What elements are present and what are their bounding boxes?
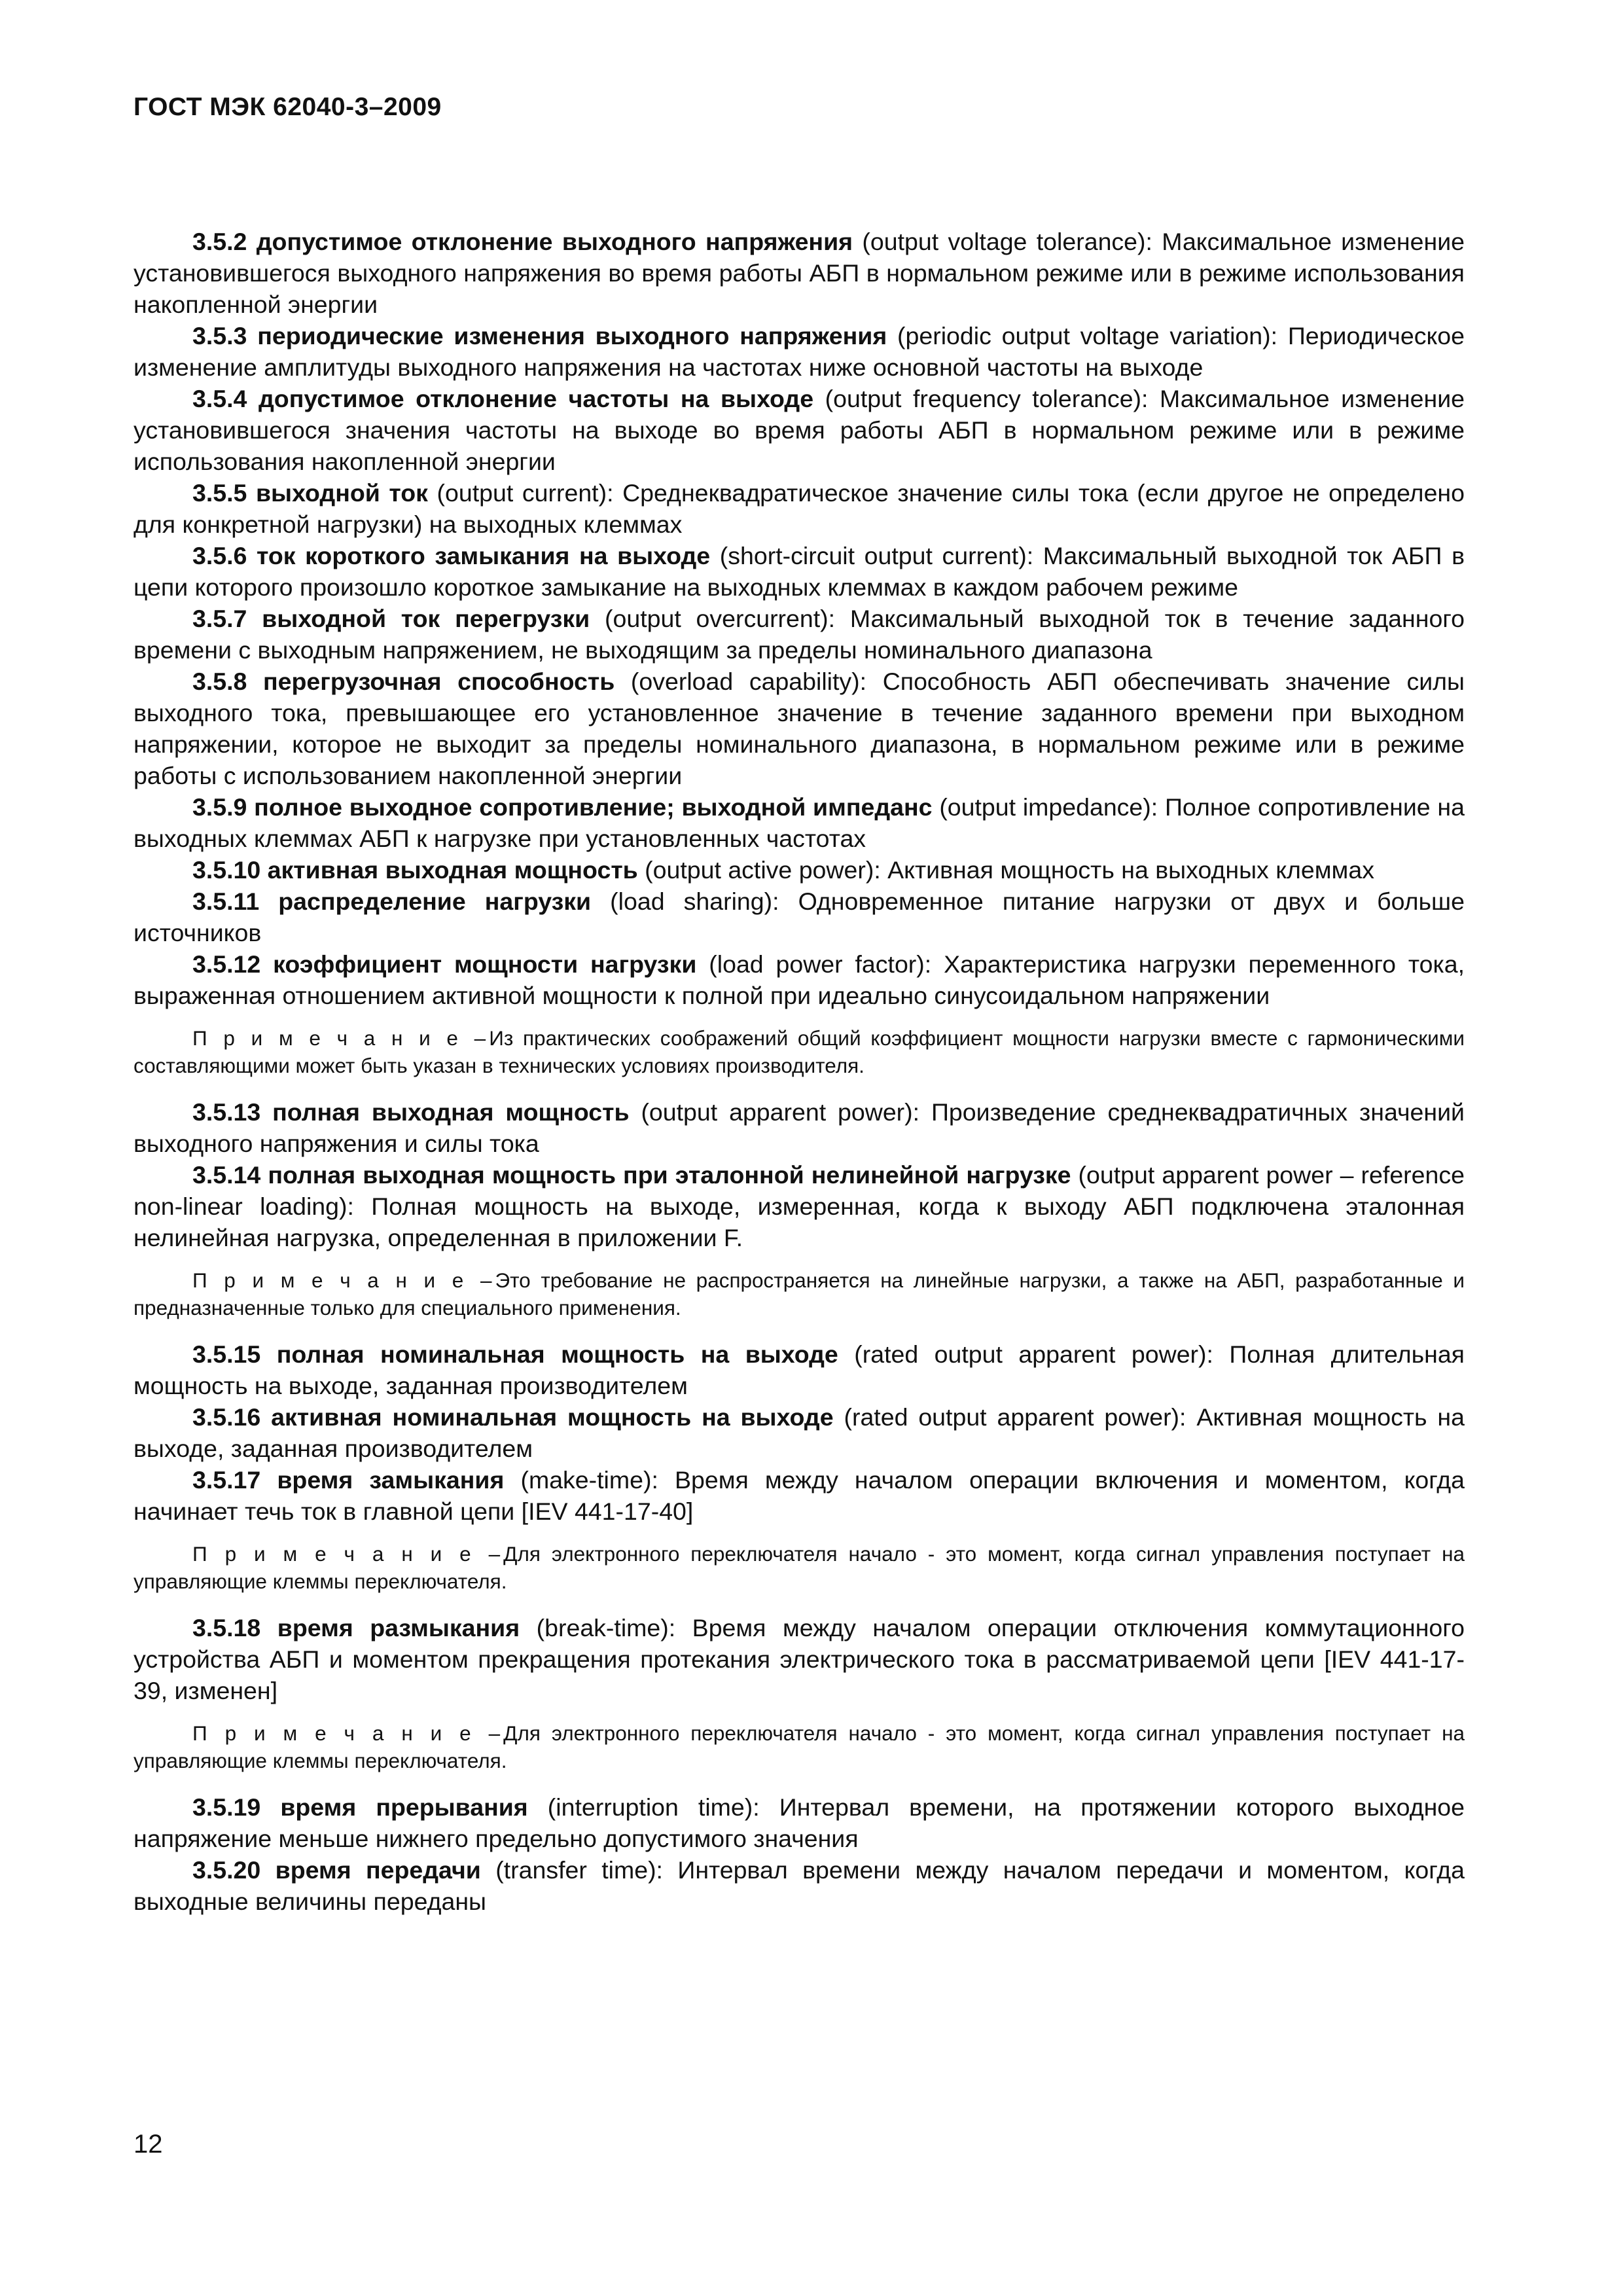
definition-text: (output overcurrent): Максимальный выходной ток в течение заданного времени с выходным напряжением, не выходящим за пределы номинального диапазона xyxy=(134,605,1465,664)
definition-entry xyxy=(134,383,1465,477)
definition-entry xyxy=(134,1096,1465,1159)
definition-term: 3.5.16 активная номинальная мощность на выходе xyxy=(192,1403,834,1431)
definition-entry xyxy=(134,948,1465,1011)
definition-text: (interruption time): Интервал времени, на протяжении которого выходное напряжение меньше нижнего предельно допустимого значения xyxy=(134,1793,1465,1852)
definition-text: (break-time): Время между началом операции отключения коммутационного устройства АБП и моментом прекращения протекания электрического тока в рассматриваемой цепи [IEV 441-17-39, изменен] xyxy=(134,1614,1465,1704)
definition-text: (output impedance): Полное сопротивление на выходных клеммах АБП к нагрузке при установленных частотах xyxy=(134,793,1465,852)
definition-term: 3.5.12 коэффициент мощности нагрузки xyxy=(192,950,697,978)
definition-text: (periodic output voltage variation): Периодическое изменение амплитуды выходного напряжения на частотах ниже основной частоты на выходе xyxy=(134,322,1465,381)
definition-entry xyxy=(134,1854,1465,1917)
definition-term: 3.5.18 время размыкания xyxy=(192,1614,520,1641)
definition-entry xyxy=(134,540,1465,603)
definition-entry xyxy=(134,1464,1465,1527)
definition-text: (transfer time): Интервал времени между началом передачи и моментом, когда выходные величины переданы xyxy=(134,1856,1465,1915)
page-number: 12 xyxy=(134,2130,163,2159)
definition-text: (rated output apparent power): Активная мощность на выходе, заданная производителем xyxy=(134,1403,1465,1462)
definition-text: (overload capability): Способность АБП обеспечивать значение силы выходного тока, превышающее его установленное значение в течение заданного времени при выходном напряжении, которое не выходит за пределы номинального диапазона, в нормальном режиме или в режиме работы с использованием накопленной энергии xyxy=(134,668,1465,789)
definition-entry xyxy=(134,886,1465,948)
note-label: П р и м е ч а н и е – xyxy=(192,1542,504,1566)
definition-text: (output active power): Активная мощность на выходных клеммах xyxy=(645,856,1374,884)
definition-term: 3.5.20 время передачи xyxy=(192,1856,481,1884)
note xyxy=(134,1024,1465,1079)
note-label: П р и м е ч а н и е – xyxy=(192,1026,490,1050)
note xyxy=(134,1719,1465,1774)
definition-text: (output apparent power – reference non-linear loading): Полная мощность на выходе, измеренная, когда к выходу АБП подключена эталонная нелинейная нагрузка, определенная в приложении F. xyxy=(134,1161,1465,1251)
definition-term: 3.5.17 время замыкания xyxy=(192,1466,505,1494)
definition-term: 3.5.3 периодические изменения выходного напряжения xyxy=(192,322,887,350)
definition-term: 3.5.8 перегрузочная способность xyxy=(192,668,615,695)
definition-text: (make-time): Время между началом операции включения и моментом, когда начинает течь ток в главной цепи [IEV 441-17-40] xyxy=(134,1466,1465,1525)
definitions-section xyxy=(134,226,1465,1917)
definition-entry xyxy=(134,666,1465,791)
definition-term: 3.5.6 ток короткого замыкания на выходе xyxy=(192,542,711,569)
definition-entry xyxy=(134,854,1465,886)
definition-entry xyxy=(134,477,1465,540)
definition-term: 3.5.11 распределение нагрузки xyxy=(192,888,592,915)
definition-entry xyxy=(134,1791,1465,1854)
definition-term: 3.5.7 выходной ток перегрузки xyxy=(192,605,590,632)
definition-term: 3.5.13 полная выходная мощность xyxy=(192,1098,630,1126)
note-text: Для электронного переключателя начало - это момент, когда сигнал управления поступает на управляющие клеммы переключателя. xyxy=(134,1721,1465,1772)
definition-term: 3.5.9 полное выходное сопротивление; выходной импеданс xyxy=(192,793,933,821)
definition-term: 3.5.19 время прерывания xyxy=(192,1793,528,1821)
definition-term: 3.5.4 допустимое отклонение частоты на выходе xyxy=(192,385,814,412)
note xyxy=(134,1266,1465,1321)
definition-entry xyxy=(134,1338,1465,1401)
definition-text: (output current): Среднеквадратическое значение силы тока (если другое не определено для конкретной нагрузки) на выходных клеммах xyxy=(134,479,1465,538)
definition-text: (output voltage tolerance): Максимальное изменение установившегося выходного напряжения во время работы АБП в нормальном режиме или в режиме использования накопленной энергии xyxy=(134,228,1465,318)
definition-entry xyxy=(134,603,1465,666)
definition-term: 3.5.14 полная выходная мощность при эталонной нелинейной нагрузке xyxy=(192,1161,1071,1189)
note-text: Для электронного переключателя начало - это момент, когда сигнал управления поступает на управляющие клеммы переключателя. xyxy=(134,1542,1465,1593)
definition-entry xyxy=(134,1612,1465,1706)
definition-text: (output frequency tolerance): Максимальное изменение установившегося значения частоты на выходе во время работы АБП в нормальном режиме или в режиме использования накопленной энергии xyxy=(134,385,1465,475)
document-header: ГОСТ МЭК 62040-3–2009 xyxy=(134,93,442,121)
definition-text: (load sharing): Одновременное питание нагрузки от двух и больше источников xyxy=(134,888,1465,946)
note-text: Это требование не распространяется на линейные нагрузки, а также на АБП, разработанные и предназначенные только для специального применения. xyxy=(134,1268,1465,1319)
note-label: П р и м е ч а н и е – xyxy=(192,1268,495,1292)
note-label: П р и м е ч а н и е – xyxy=(192,1721,504,1745)
definition-text: (rated output apparent power): Полная длительная мощность на выходе, заданная производителем xyxy=(134,1340,1465,1399)
definition-term: 3.5.15 полная номинальная мощность на выходе xyxy=(192,1340,838,1368)
definition-term: 3.5.5 выходной ток xyxy=(192,479,428,507)
definition-entry xyxy=(134,226,1465,320)
definition-text: (output apparent power): Произведение среднеквадратичных значений выходного напряжения и силы тока xyxy=(134,1098,1465,1157)
note xyxy=(134,1540,1465,1595)
definition-entry xyxy=(134,320,1465,383)
definition-entry xyxy=(134,1401,1465,1464)
definition-term: 3.5.2 допустимое отклонение выходного напряжения xyxy=(192,228,853,255)
definition-entry xyxy=(134,791,1465,854)
definition-term: 3.5.10 активная выходная мощность xyxy=(192,856,638,884)
note-text: Из практических соображений общий коэффициент мощности нагрузки вместе с гармоническими составляющими может быть указан в технических условиях производителя. xyxy=(134,1026,1465,1077)
definition-entry xyxy=(134,1159,1465,1253)
definition-text: (load power factor): Характеристика нагрузки переменного тока, выраженная отношением активной мощности к полной при идеально синусоидальном напряжении xyxy=(134,950,1465,1009)
definition-text: (short-circuit output current): Максимальный выходной ток АБП в цепи которого произошло короткое замыкание на выходных клеммах в каждом рабочем режиме xyxy=(134,542,1465,601)
